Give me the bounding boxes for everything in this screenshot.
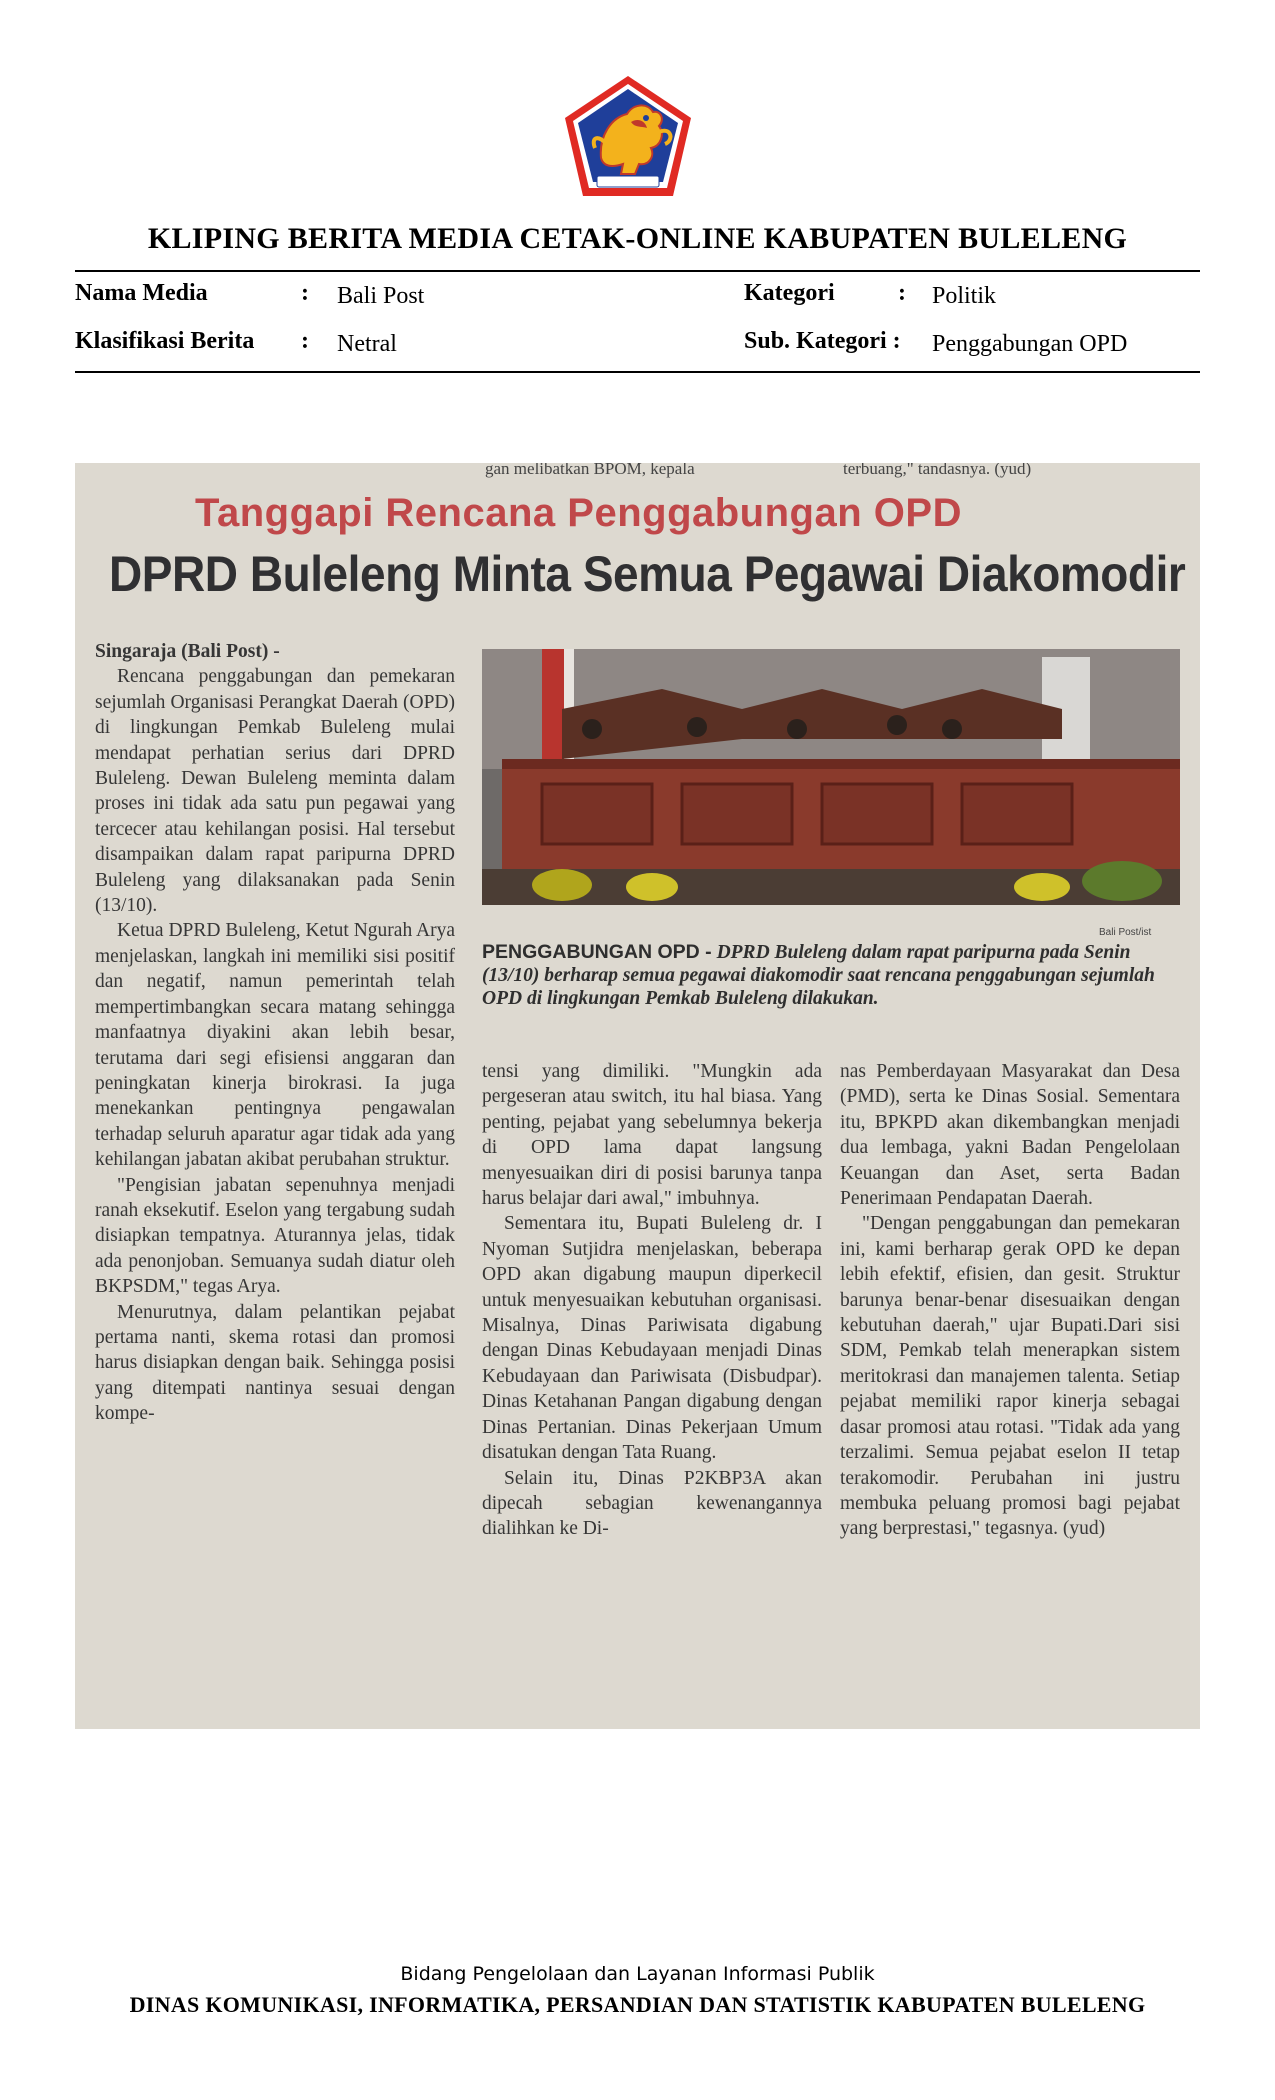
subkategori-value: Penggabungan OPD [932,331,1128,357]
subkategori-label: Sub. Kategori : [744,328,901,354]
article-photo [482,649,1180,905]
klasifikasi-label: Klasifikasi Berita [75,328,255,354]
article-dateline: Singaraja (Bali Post) - [95,641,280,662]
col2-paragraph: Selain itu, Dinas P2KBP3A akan dipecah sebagian kewenangannya dialihkan ke Di- [482,1467,822,1540]
kabupaten-buleleng-logo [561,74,695,200]
col2-paragraph: tensi yang dimiliki. "Mungkin ada pergeseran atau switch, itu hal biasa. Yang penting, pejabat yang sebelumnya bekerja di OPD lama dapat langsung menyesuaikan diri di posisi barunya tanpa harus belajar dari awal," imbuhnya. [482,1061,822,1210]
col2-paragraph: Sementara itu, Bupati Buleleng dr. I Nyoman Sutjidra menjelaskan, beberapa OPD akan digabung maupun diperkecil untuk menyesuaikan kebutuhan organisasi. Misalnya, Dinas Pariwisata digabung dengan Dinas Kebudayaan menjadi Dinas Kebudayaan dan Pariwisata (Disbudpar). Dinas Ketahanan Pangan digabung dengan Dinas Pertanian. Dinas Pekerjaan Umum disatukan dengan Tata Ruang. [482,1213,822,1464]
clip-top-snippet-left: gan melibatkan BPOM, kepala [485,463,695,478]
media-colon: : [301,280,309,306]
article-column-3 [840,1059,1180,1542]
kategori-value: Politik [932,283,997,309]
article-column-2 [482,1059,822,1542]
article-kicker: Tanggapi Rencana Penggabungan OPD [195,491,962,535]
photo-caption [482,941,1180,1010]
article-headline: DPRD Buleleng Minta Semua Pegawai Diakomodir [109,546,1186,602]
col3-paragraph: "Dengan penggabungan dan pemekaran ini, kami berharap gerak OPD ke depan lebih efektif, efisien, dan gesit. Struktur barunya benar-benar disesuaikan dengan kebutuhan daerah," ujar Bupati.Dari sisi SDM, Pemkab telah menerapkan sistem meritokrasi dan manajemen talenta. Setiap pejabat memiliki rapor kinerja sebagai dasar promosi atau rotasi. "Tidak ada yang terzalimi. Semua pejabat eselon II tetap terakomodir. Perubahan ini justru membuka peluang promosi bagi pejabat yang berprestasi," tegasnya. (yud) [840,1213,1180,1540]
article-column-1 [95,639,455,1427]
col1-paragraph: Ketua DPRD Buleleng, Ketut Ngurah Arya menjelaskan, langkah ini memiliki sisi positif dan negatif, namun pemerintah telah mempertimbangkan secara matang sehingga manfaatnya diyakini akan lebih besar, terutama dari segi efisiensi anggaran dan peningkatan kinerja birokrasi. Ia juga menekankan pentingnya pengawalan terhadap seluruh aparatur agar tidak ada yang kehilangan jabatan akibat perubahan struktur. [95,920,455,1171]
kategori-colon: : [898,280,906,306]
newspaper-clipping [75,463,1200,1729]
header-rule-bottom [75,371,1200,373]
col1-paragraph: Rencana penggabungan dan pemekaran sejumlah Organisasi Perangkat Daerah (OPD) di lingkungan Pemkab Buleleng mulai mendapat perhatian serius dari DPRD Buleleng. Dewan Buleleng meminta dalam proses ini tidak ada satu pun pegawai yang tercecer atau kehilangan posisi. Hal tersebut disampaikan dalam rapat paripurna DPRD Buleleng yang dilaksanakan pada Senin (13/10). [95,666,455,917]
col3-paragraph: nas Pemberdayaan Masyarakat dan Desa (PMD), serta ke Dinas Sosial. Sementara itu, BPKPD akan dikembangkan menjadi dua lembaga, yakni Badan Pengelolaan Keuangan dan Aset, serta Badan Penerimaan Pendapatan Daerah. [840,1061,1180,1210]
col1-paragraph: Menurutnya, dalam pelantikan pejabat pertama nanti, skema rotasi dan promosi harus disiapkan dengan baik. Sehingga posisi yang ditempati nantinya sesuai dengan kompe- [95,1301,455,1425]
footer-department: DINAS KOMUNIKASI, INFORMATIKA, PERSANDIAN DAN STATISTIK KABUPATEN BULELENG [129,1992,1146,2017]
caption-text: DPRD Buleleng dalam rapat paripurna pada Senin (13/10) berharap semua pegawai diakomodir saat rencana penggabungan sejumlah OPD di lingkungan Pemkab Buleleng dilakukan. [482,942,1155,1009]
header-rule-top [75,270,1200,272]
kategori-label: Kategori [744,280,835,306]
klasifikasi-colon: : [301,328,309,354]
media-value: Bali Post [337,283,425,309]
col1-paragraph: "Pengisian jabatan sepenuhnya menjadi ranah eksekutif. Eselon yang tergabung sudah disiapkan tempatnya. Aturannya jelas, tidak ada penonjoban. Semuanya sudah diatur oleh BKPSDM," tegas Arya. [95,1174,455,1298]
caption-lead: PENGGABUNGAN OPD - [482,941,712,963]
footer-division: Bidang Pengelolaan dan Layanan Informasi Publik [400,1963,875,1985]
header-title: KLIPING BERITA MEDIA CETAK-ONLINE KABUPATEN BULELENG [147,222,1128,255]
clip-top-snippet-right: terbuang," tandasnya. (yud) [843,463,1032,478]
media-label: Nama Media [75,280,208,306]
klasifikasi-value: Netral [337,331,397,357]
photo-credit: Bali Post/ist [1099,927,1152,938]
